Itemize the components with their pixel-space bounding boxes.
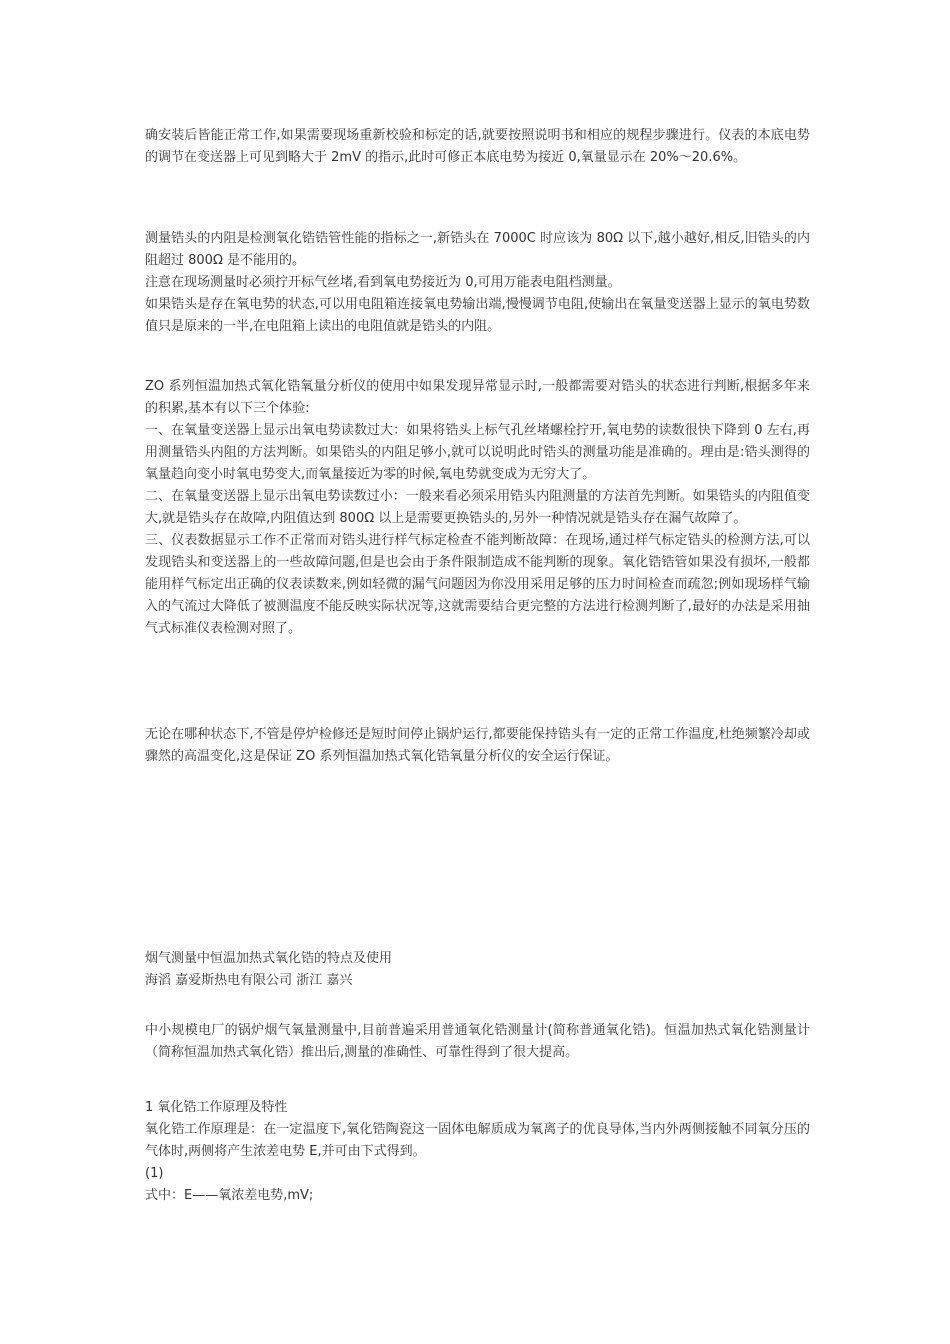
paragraph-internal-resistance <box>145 228 810 338</box>
text-line: 无论在哪种状态下,不管是停炉检修还是短时间停止锅炉运行,都要能保持锆头有一定的正常工作温度,杜绝频繁冷却或骤然的高温变化,这是保证 ZO 系列恒温加热式氧化锆氧量分析仪的安全运行保证。 <box>145 727 810 764</box>
text-line: 氧化锆工作原理是：在一定温度下,氧化锆陶瓷这一固体电解质成为氧离子的优良导体,当内外两侧接触不同氧分压的气体时,两侧将产生浓差电势 E,并可由下式得到。 <box>145 1122 810 1159</box>
text-line: 测量锆头的内阻是检测氧化锆锆管性能的指标之一,新锆头在 7000C 时应该为 80Ω 以下,越小越好,相反,旧锆头的内阻超过 800Ω 是不能用的。 <box>145 231 810 268</box>
paragraph-experience <box>145 376 810 640</box>
text-line: 式中：E——氧浓差电势,mV; <box>145 1188 314 1203</box>
text-line: 三、仪表数据显示工作不正常而对锆头进行样气标定检查不能判断故障：在现场,通过样气标定锆头的检测方法,可以发现锆头和变送器上的一些故障问题,但是也会由于条件限制造成不能判断的现象。氧化锆锆管如果没有损坏,一般都能用样气标定出正确的仪表读数来,例如轻微的漏气问题因为你没用采用足够的压力时间检查而疏忽;例如现场样气输入的气流过大降低了被测温度不能反映实际状况等,这就需要结合更完整的方法进行检测判断了,最好的办法是采用抽气式标准仪表检测对照了。 <box>145 533 810 636</box>
article-title: 烟气测量中恒温加热式氧化锆的特点及使用 <box>145 951 393 966</box>
text-line: 确安装后皆能正常工作,如果需要现场重新校验和标定的话,就要按照说明书和相应的规程步骤进行。仪表的本底电势的调节在变送器上可见到略大于 2mV 的指示,此时可修正本底电势为接近 0,氧量显示在 20%～20.6%。 <box>145 128 810 165</box>
formula-label: (1) <box>145 1166 164 1181</box>
article-author: 海滔 嘉爱斯热电有限公司 浙江 嘉兴 <box>145 973 353 988</box>
text-line: 一、在氧量变送器上显示出氧电势读数过大：如果将锆头上标气孔丝堵螺栓拧开,氧电势的读数很快下降到 0 左右,再用测量锆头内阻的方法判断。如果锆头的内阻足够小,就可以说明此时锆头的测量功能是准确的。理由是:锆头测得的氧量趋向变小时氧电势变大,而氧量接近为零的时候,氧电势就变成为无穷大了。 <box>145 423 810 482</box>
paragraph-calibration <box>145 125 810 169</box>
text-line: 二、在氧量变送器上显示出氧电势读数过小：一般来看必须采用锆头内阻测量的方法首先判断。如果锆头的内阻值变大,就是锆头存在故障,内阻值达到 800Ω 以上是需要更换锆头的,另外一种情况就是锆头存在漏气故障了。 <box>145 489 810 526</box>
text-line: 注意在现场测量时必须拧开标气丝堵,看到氧电势接近为 0,可用万能表电阻档测量。 <box>145 275 621 290</box>
section-principle <box>145 1097 810 1207</box>
text-line: 中小规模电厂的锅炉烟气氧量测量中,目前普遍采用普通氧化锆测量计(简称普通氧化锆)。恒温加热式氧化锆测量计（简称恒温加热式氧化锆）推出后,测量的准确性、可靠性得到了很大提高。 <box>145 1023 810 1060</box>
text-line: ZO 系列恒温加热式氧化锆氧量分析仪的使用中如果发现异常显示时,一般都需要对锆头的状态进行判断,根据多年来的积累,基本有以下三个体验: <box>145 379 810 416</box>
paragraph-intro <box>145 1020 810 1064</box>
paragraph-conclusion <box>145 724 810 768</box>
article-heading <box>145 948 810 992</box>
text-line: 如果锆头是存在氧电势的状态,可以用电阻箱连接氧电势输出端,慢慢调节电阻,使输出在氧量变送器上显示的氧电势数值只是原来的一半,在电阻箱上读出的电阻值就是锆头的内阻。 <box>145 297 810 334</box>
section-heading: 1 氧化锆工作原理及特性 <box>145 1100 288 1115</box>
